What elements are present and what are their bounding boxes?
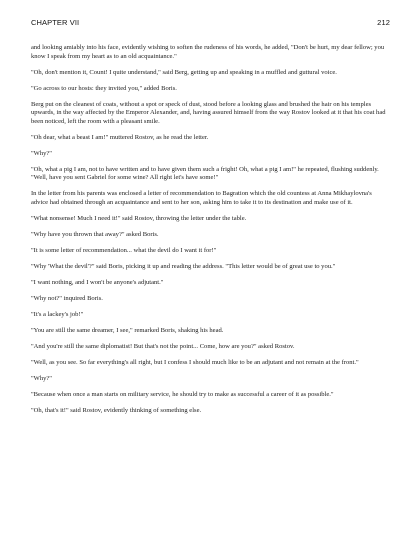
paragraph: "Why?" <box>31 149 52 157</box>
paragraph: "Why have you thrown that away?" asked Boris. <box>31 230 159 238</box>
paragraph: In the letter from his parents was enclosed a letter of recommendation to Bagration which the old countess at Anna Mikhaylovna's advice had obtained through an acquaintance and sent to her son, asking him to take it to its destination and make use of it. <box>31 190 372 206</box>
page-number: 212 <box>377 18 390 27</box>
paragraph: "It is some letter of recommendation... what the devil do I want it for!" <box>31 246 217 254</box>
paragraph: "Oh, that's it!" said Rostov, evidently thinking of something else. <box>31 406 202 414</box>
paragraph: "Because when once a man starts on military service, he should try to make as successful a career of it as possible." <box>31 390 334 398</box>
paragraph: "Why?" <box>31 374 52 382</box>
body-text <box>31 44 390 415</box>
paragraph: "Go across to our hosts: they invited you," added Boris. <box>31 84 177 92</box>
paragraph: "And you're still the same diplomatist! But that's not the point... Come, how are you?" asked Rostov. <box>31 342 295 350</box>
paragraph: "Oh, what a pig I am, not to have written and to have given them such a fright! Oh, what a pig I am!" he repeated, flushing suddenly. "Well, have you sent Gabriel for some wine? All right let's have some!" <box>31 165 379 181</box>
paragraph: "Why not?" inquired Boris. <box>31 294 103 302</box>
paragraph: and looking amiably into his face, evidently wishing to soften the rudeness of his words, he added, "Don't be hurt, my dear fellow; you know I speak from my heart as to an old acquaintance." <box>31 44 385 60</box>
paragraph: Berg put on the cleanest of coats, without a spot or speck of dust, stood before a looking glass and brushed the hair on his temples upwards, in the way affected by the Emperor Alexander, and, having assured himself from the way Rostov looked at it that his coat had been noticed, left the room with a pleasant smile. <box>31 100 386 125</box>
paragraph: "It's a lackey's job!" <box>31 310 84 318</box>
chapter-heading: CHAPTER VII <box>31 18 80 27</box>
paragraph: "Oh, don't mention it, Count! I quite understand," said Berg, getting up and speaking in a muffled and guttural voice. <box>31 68 337 76</box>
paragraph: "Well, as you see. So far everything's all right, but I confess I should much like to be an adjutant and not remain at the front." <box>31 358 359 366</box>
paragraph: "I want nothing, and I won't be anyone's adjutant." <box>31 278 164 286</box>
paragraph: "Oh dear, what a beast I am!" muttered Rostov, as he read the letter. <box>31 133 209 141</box>
page-header <box>31 18 390 32</box>
paragraph: "What nonsense! Much I need it!" said Rostov, throwing the letter under the table. <box>31 214 247 222</box>
paragraph: "Why 'What the devil'?" said Boris, picking it up and reading the address. "This letter would be of great use to you." <box>31 262 336 270</box>
paragraph: "You are still the same dreamer, I see," remarked Boris, shaking his head. <box>31 326 224 334</box>
